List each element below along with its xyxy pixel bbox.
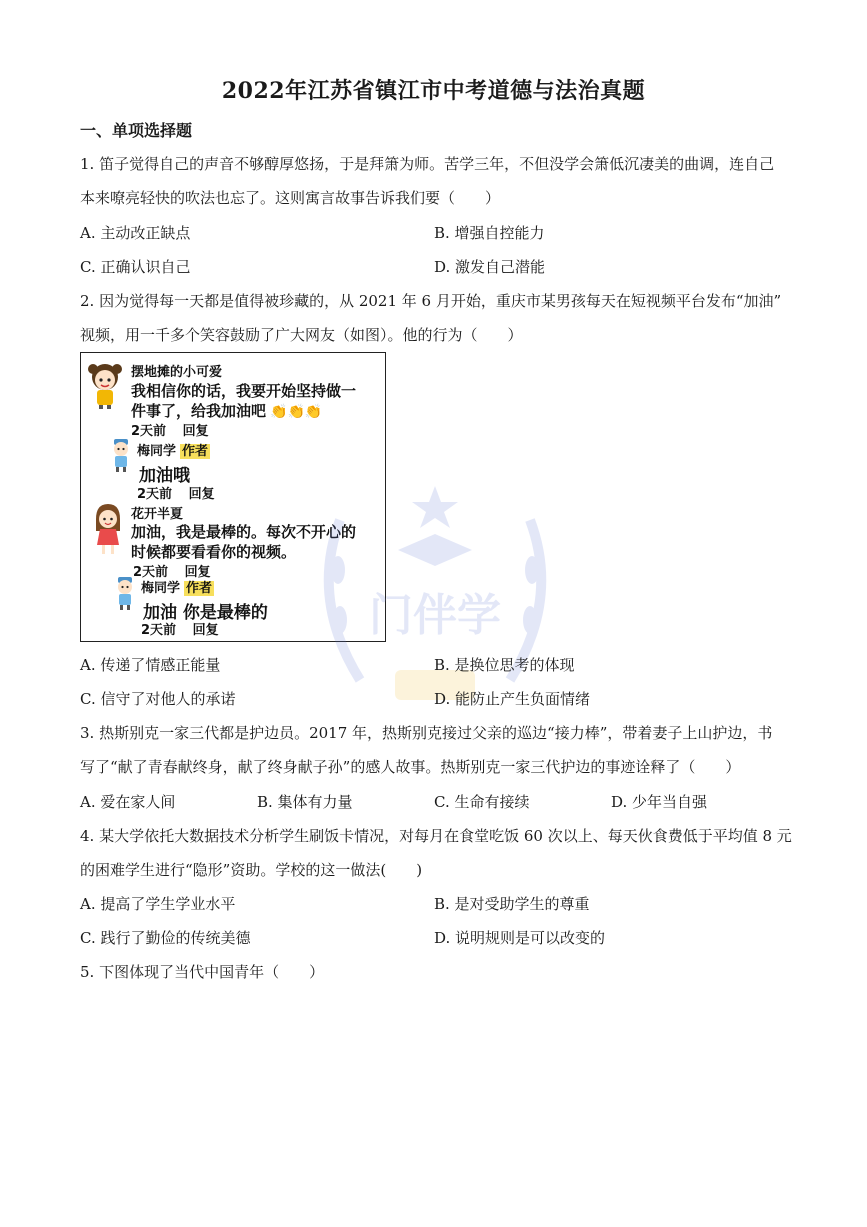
q4-option-b: B. 是对受助学生的尊重	[434, 895, 590, 913]
q3-stem-line2: 写了“献了青春献终身，献了终身献子孙”的感人故事。热斯别克一家三代护边的事迹诠释了（ ）	[80, 758, 741, 776]
reply-1-text: 加油哦	[139, 466, 190, 486]
boy-avatar-2	[113, 575, 137, 611]
reply-1-meta: 2天前 回复	[137, 487, 215, 502]
q2-stem-line2: 视频，用一千多个笑容鼓励了广大网友（如图）。他的行为（ ）	[80, 326, 523, 344]
author-badge-2: 作者	[186, 581, 213, 596]
section-heading: 一、单项选择题	[80, 121, 193, 140]
q4-option-c: C. 践行了勤俭的传统美德	[80, 929, 251, 947]
girl-avatar	[87, 359, 123, 409]
q3-option-c: C. 生命有接续	[434, 793, 530, 811]
q3-stem-line1: 3. 热斯别克一家三代都是护边员。2017 年，热斯别克接过父亲的巡边“接力棒”，带着妻子上山护边，书	[80, 724, 773, 742]
comment-1-meta: 2天前 回复	[131, 424, 209, 439]
commenter-1-name: 摆地摊的小可爱	[131, 365, 223, 380]
page-title: 2022年江苏省镇江市中考道德与法治真题	[221, 78, 646, 104]
comment-2-line2: 时候都要看看你的视频。	[131, 543, 297, 561]
q2-option-c: C. 信守了对他人的承诺	[80, 690, 236, 708]
q1-option-d: D. 激发自己潜能	[434, 258, 546, 276]
q2-option-a: A. 传递了情感正能量	[80, 656, 221, 674]
q2-stem-line1: 2. 因为觉得每一天都是值得被珍藏的，从 2021 年 6 月开始，重庆市某男孩每天在短视频平台发布“加油”	[80, 292, 782, 310]
q5-stem-line1: 5. 下图体现了当代中国青年（ ）	[80, 963, 325, 981]
q4-stem-line2: 的困难学生进行“隐形”资助。学校的这一做法( )	[80, 861, 423, 879]
q3-option-d: D. 少年当自强	[611, 793, 708, 811]
q1-stem-line1: 1. 笛子觉得自己的声音不够醇厚悠扬，于是拜箫为师。苦学三年，不但没学会箫低沉凄美的曲调，连自己	[80, 155, 775, 173]
reply-2-meta: 2天前 回复	[141, 623, 219, 638]
boy-avatar	[109, 437, 133, 473]
q4-option-d: D. 说明规则是可以改变的	[434, 929, 606, 947]
q1-option-c: C. 正确认识自己	[80, 258, 191, 276]
q2-option-d: D. 能防止产生负面情绪	[434, 690, 591, 708]
comment-1-line1: 我相信你的话，我要开始坚持做一	[131, 382, 357, 400]
q1-option-a: A. 主动改正缺点	[80, 224, 191, 242]
comment-2-line1: 加油，我是最棒的。每次不开心的	[131, 523, 357, 541]
reply-1-header	[137, 440, 210, 459]
commenter-2-name: 花开半夏	[131, 507, 184, 522]
reply-2-text: 加油 你是最棒的	[143, 603, 268, 623]
q1-option-b: B. 增强自控能力	[434, 224, 545, 242]
girl-avatar-2	[93, 501, 123, 557]
watermark-logo	[300, 480, 570, 720]
q3-option-a: A. 爱在家人间	[80, 793, 176, 811]
q4-stem-line1: 4. 某大学依托大数据技术分析学生刷饭卡情况，对每月在食堂吃饭 60 次以上、每天伙食费低于平均值 8 元	[80, 827, 792, 845]
svg-text:门伴学: 门伴学	[369, 590, 501, 641]
q3-option-b: B. 集体有力量	[257, 793, 353, 811]
q4-option-a: A. 提高了学生学业水平	[80, 895, 236, 913]
q2-option-b: B. 是换位思考的体现	[434, 656, 575, 674]
author-badge: 作者	[182, 444, 209, 459]
comment-2-meta: 2天前 回复	[133, 565, 211, 580]
reply-2-name: 梅同学	[141, 581, 181, 596]
q1-stem-line2: 本来嘹亮轻快的吹法也忘了。这则寓言故事告诉我们要（ ）	[80, 189, 501, 207]
clapping-hands-icon: 👏👏👏	[270, 404, 323, 420]
reply-1-name: 梅同学	[137, 444, 177, 459]
comment-1-line2-wrap	[131, 400, 322, 421]
comment-1-line2: 件事了，给我加油吧	[131, 402, 267, 420]
reply-2-header	[141, 577, 214, 596]
